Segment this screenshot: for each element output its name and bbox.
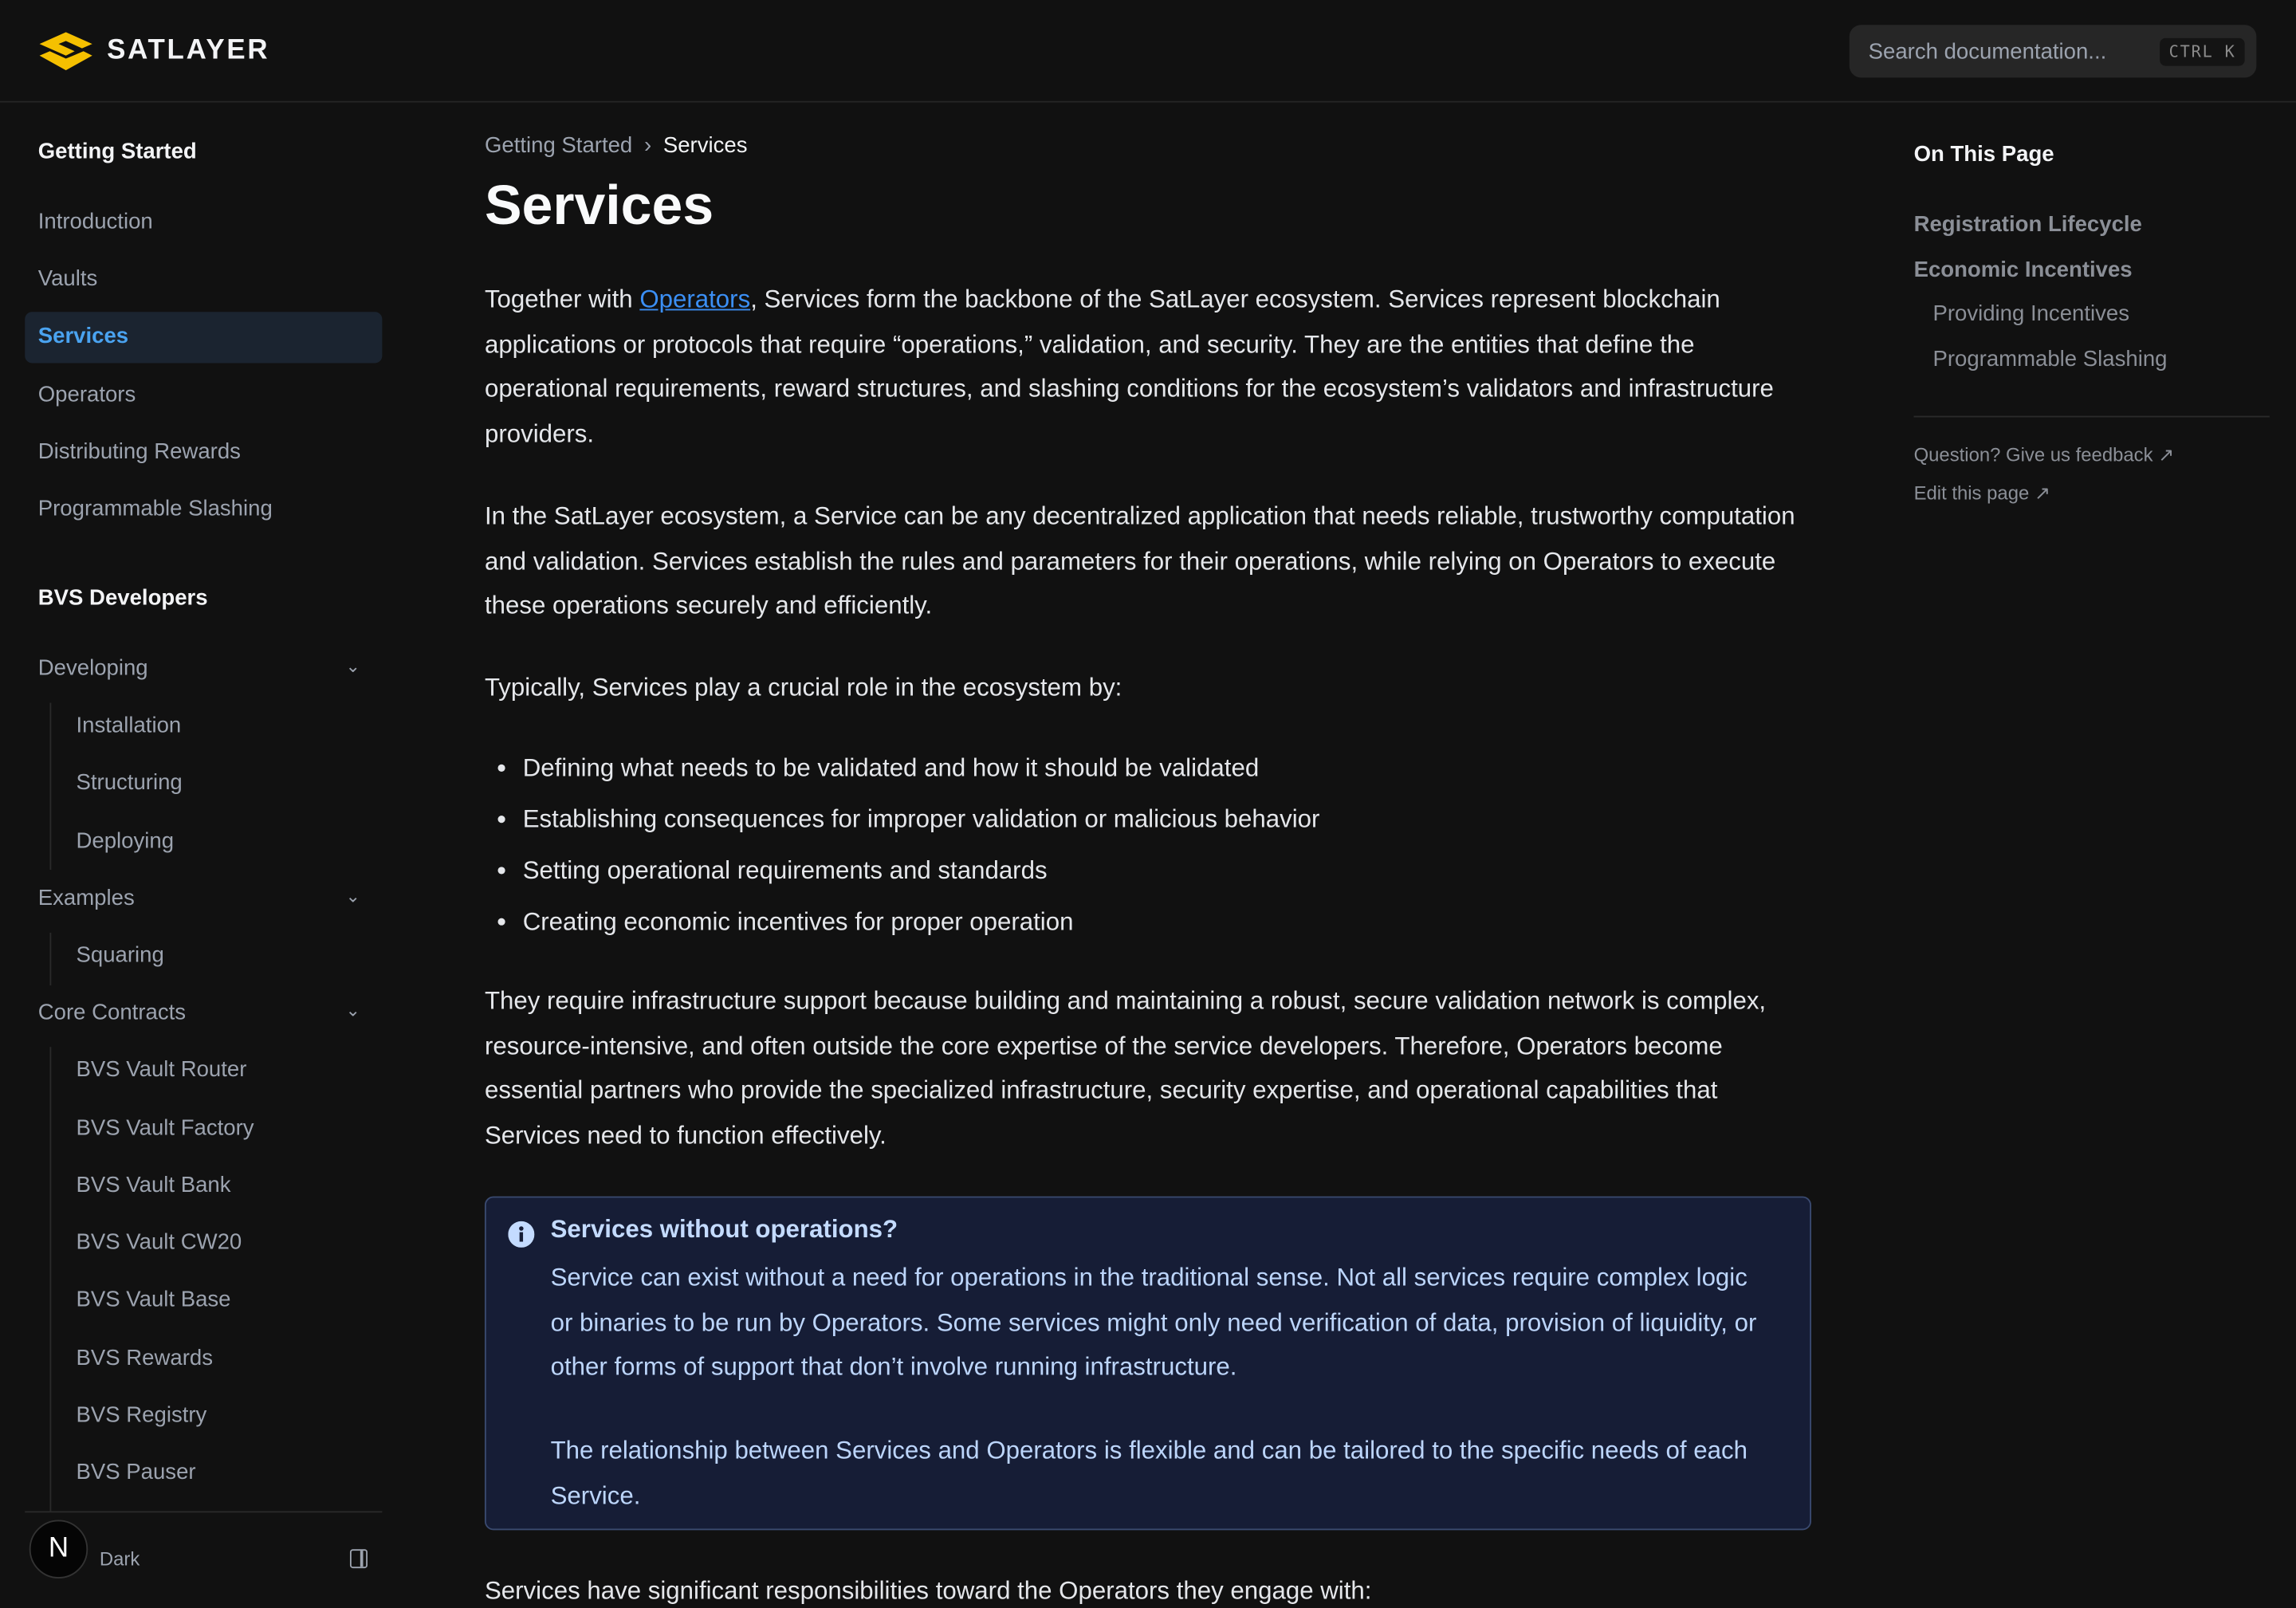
chevron-down-icon[interactable]: ⌄ bbox=[345, 1000, 360, 1021]
list-item: • Establishing consequences for improper validation or malicious behavior bbox=[523, 793, 1841, 844]
sidebar-item-programmable-slashing[interactable]: Programmable Slashing bbox=[37, 496, 273, 521]
logo-text: SATLAYER bbox=[107, 35, 270, 66]
sidebar-group-core-contracts[interactable]: Core Contracts bbox=[37, 1000, 187, 1025]
callout-body: Service can exist without a need for operations in the traditional sense. Not all services require complex logic or binaries to be run by Operators. Some services might only need verification of data, provision of liquidity, or other forms of support that don’t involve running infrastructure. bbox=[550, 1264, 1757, 1382]
nextjs-badge[interactable] bbox=[29, 1520, 88, 1578]
paragraph: Typically, Services play a crucial role in the ecosystem by: bbox=[484, 673, 1122, 702]
search-placeholder: Search documentation... bbox=[1868, 38, 2107, 64]
sidebar-item-installation[interactable]: Installation bbox=[76, 713, 182, 738]
operators-link[interactable]: Operators bbox=[639, 285, 751, 314]
search-input[interactable] bbox=[1850, 25, 2257, 77]
text: , Services form the backbone of the SatLayer ecosystem. Services represent blockchain applications or protocols that require “operations,” validation, and security. They are the entities that define the operational requirements, reward structures, and slashing conditions for the ecosystem’s validators and infrastructure providers. bbox=[484, 285, 1774, 448]
sidebar-item-bvs-vault-bank[interactable]: BVS Vault Bank bbox=[76, 1173, 231, 1198]
sidebar-section-getting-started: Getting Started bbox=[37, 139, 197, 164]
list-item: • Setting operational requirements and standards bbox=[523, 845, 1841, 896]
sidebar-item-squaring[interactable]: Squaring bbox=[76, 942, 164, 969]
text: Together with bbox=[484, 285, 640, 314]
badge-letter: N bbox=[48, 1533, 69, 1564]
role-list bbox=[485, 742, 1841, 947]
toc-title: On This Page bbox=[1913, 142, 2054, 167]
sidebar-item-operators[interactable]: Operators bbox=[37, 382, 136, 407]
search-shortcut: CTRL K bbox=[2160, 37, 2245, 65]
satlayer-logo-icon bbox=[38, 31, 94, 72]
sidebar-item-bvs-vault-cw20[interactable]: BVS Vault CW20 bbox=[76, 1229, 242, 1256]
breadcrumb bbox=[485, 133, 748, 158]
sidebar-item-bvs-vault-router[interactable]: BVS Vault Router bbox=[76, 1057, 247, 1083]
info-icon bbox=[508, 1221, 534, 1248]
sidebar-item-bvs-registry[interactable]: BVS Registry bbox=[76, 1402, 207, 1428]
sidebar-group-developing[interactable]: Developing bbox=[37, 655, 148, 682]
info-callout bbox=[485, 1197, 1811, 1531]
sidebar-item-bvs-pauser[interactable]: BVS Pauser bbox=[76, 1460, 196, 1485]
toc-item-registration-lifecycle[interactable]: Registration Lifecycle bbox=[1913, 212, 2142, 238]
chevron-down-icon[interactable]: ⌄ bbox=[345, 655, 360, 677]
list-item: • Creating economic incentives for proper operation bbox=[523, 896, 1841, 947]
paragraph: They require infrastructure support because building and maintaining a robust, secure validation network is complex, resource-intensive, and often outside the core expertise of the service developers. Therefore, Operators become essential partners who provide the specialized infrastructure, security expertise, and operational capabilities that Services need to function effectively. bbox=[484, 986, 1767, 1149]
theme-toggle[interactable]: Dark bbox=[99, 1547, 140, 1570]
list-item: • Defining what needs to be validated and how it should be validated bbox=[523, 742, 1841, 793]
toc-divider bbox=[1914, 416, 2270, 418]
sidebar-item-services[interactable]: Services bbox=[37, 323, 129, 349]
intro-paragraph bbox=[485, 278, 1803, 457]
tree-line bbox=[49, 1047, 51, 1511]
sidebar-group-examples[interactable]: Examples bbox=[37, 886, 135, 911]
tree-line bbox=[49, 933, 51, 985]
tree-line bbox=[49, 703, 51, 870]
sidebar-item-introduction[interactable]: Introduction bbox=[37, 209, 153, 234]
sidebar-item-structuring[interactable]: Structuring bbox=[76, 770, 183, 796]
feedback-link[interactable]: Question? Give us feedback ↗ bbox=[1913, 443, 2175, 466]
sidebar-item-deploying[interactable]: Deploying bbox=[76, 828, 175, 854]
toc-item-providing-incentives[interactable]: Providing Incentives bbox=[1932, 301, 2130, 327]
toc-item-programmable-slashing[interactable]: Programmable Slashing bbox=[1932, 347, 2168, 372]
sidebar-item-bvs-vault-base[interactable]: BVS Vault Base bbox=[76, 1287, 231, 1312]
sidebar-item-distributing-rewards[interactable]: Distributing Rewards bbox=[37, 439, 241, 465]
toc-item-economic-incentives[interactable]: Economic Incentives bbox=[1913, 258, 2133, 283]
callout-title: Services without operations? bbox=[550, 1215, 898, 1244]
sidebar-item-bvs-vault-factory[interactable]: BVS Vault Factory bbox=[76, 1115, 254, 1141]
callout-body: The relationship between Services and Operators is flexible and can be tailored to the specific needs of each Service. bbox=[550, 1436, 1748, 1509]
top-bar bbox=[0, 0, 2296, 103]
edit-page-link[interactable]: Edit this page ↗ bbox=[1913, 482, 2050, 504]
page-title: Services bbox=[484, 175, 714, 238]
chevron-down-icon[interactable]: ⌄ bbox=[345, 886, 360, 906]
paragraph: Services have significant responsibilities toward the Operators they engage with: bbox=[484, 1577, 1372, 1606]
sidebar-section-bvs-developers: BVS Developers bbox=[37, 585, 208, 611]
chevron-right-icon: › bbox=[643, 133, 652, 159]
collapse-sidebar-icon[interactable] bbox=[350, 1549, 368, 1568]
breadcrumb-current: Services bbox=[662, 133, 748, 159]
logo[interactable] bbox=[38, 31, 270, 72]
sidebar-item-bvs-rewards[interactable]: BVS Rewards bbox=[76, 1345, 214, 1371]
breadcrumb-parent[interactable]: Getting Started bbox=[484, 133, 633, 159]
paragraph: In the SatLayer ecosystem, a Service can be any decentralized application that needs reliable, trustworthy computation and validation. Services establish the rules and parameters for their operations, while relying on Operators to execute these operations securely and efficiently. bbox=[484, 501, 1795, 619]
sidebar-item-vaults[interactable]: Vaults bbox=[37, 266, 98, 292]
sidebar-divider bbox=[25, 1511, 382, 1512]
